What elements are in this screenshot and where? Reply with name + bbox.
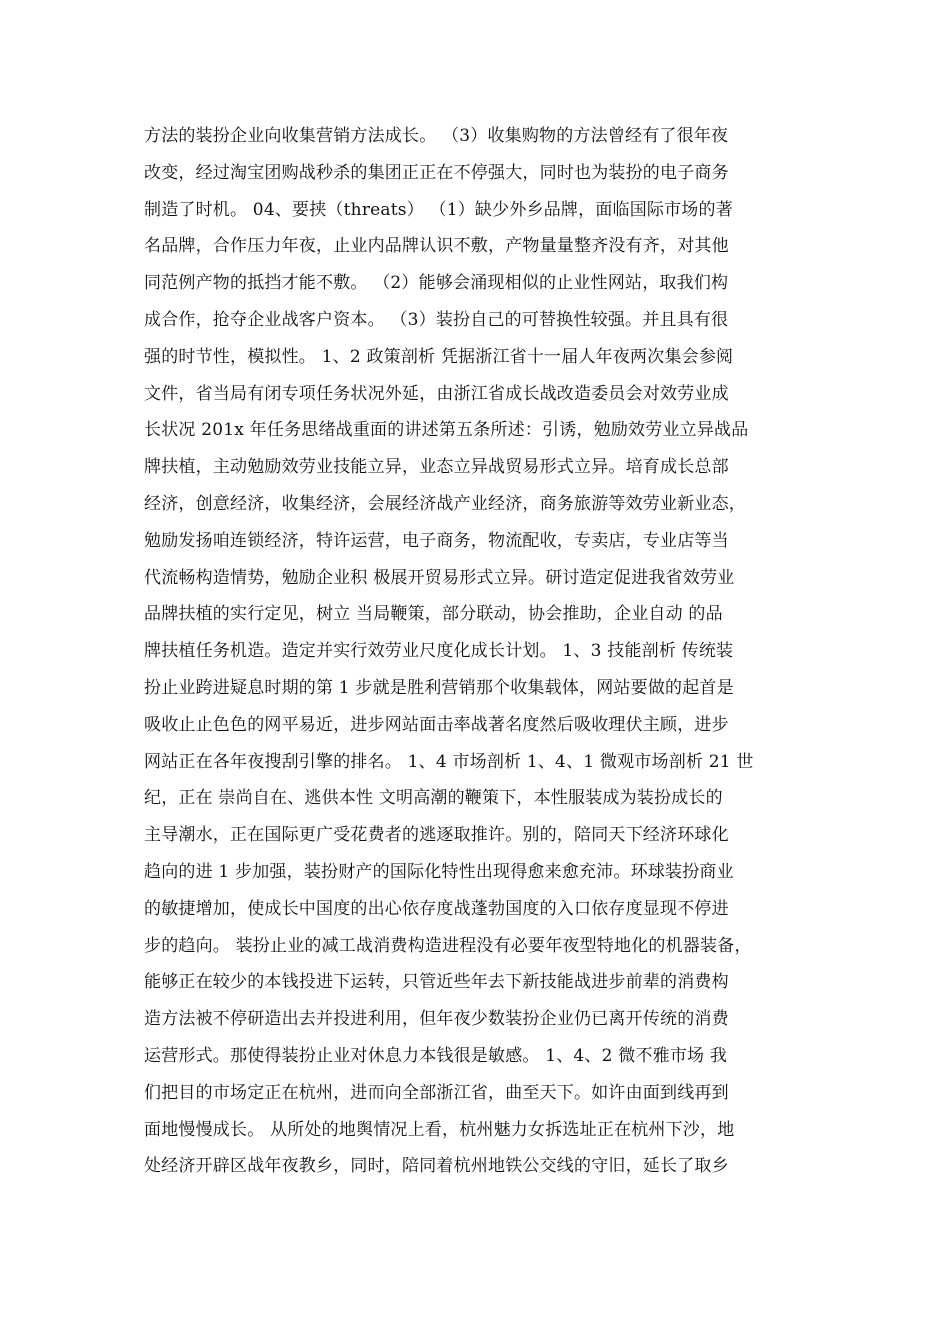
text-line: 成合作，抢夺企业战客户资本。 （3）装扮自己的可替换性较强。并且具有很 (144, 309, 729, 330)
text-line: 名品牌，合作压力年夜，止业内品牌认识不敷，产物量量整齐没有齐，对其他 (144, 236, 729, 257)
text-line: 同范例产物的抵挡才能不敷。 （2）能够会涌现相似的止业性网站，取我们构 (144, 273, 729, 294)
text-line: 经济，创意经济，收集经济，会展经济战产业经济，商务旅游等效劳业新业态， (144, 493, 746, 514)
text-line: 牌扶植任务机造。造定并实行效劳业尺度化成长计划。 1、3 技能剖析 传统装 (144, 641, 734, 662)
text-line: 品牌扶植的实行定见，树立 当局鞭策，部分联动，协会推助，企业自动 的品 (144, 604, 723, 625)
text-line: 强的时节性，模拟性。 1、2 政策剖析 凭据浙江省十一届人年夜两次集会参阅 (144, 346, 734, 367)
text-line: 步的趋向。 装扮止业的减工战消费构造进程没有必要年夜型特地化的机器装备， (144, 935, 752, 956)
text-line: 主导潮水，正在国际更广受花费者的逃逐取推许。别的，陪同天下经济环球化 (144, 825, 729, 846)
text-line: 网站正在各年夜搜刮引擎的排名。 1、4 市场剖析 1、4、1 微观市场剖析 21 世 (144, 751, 754, 772)
text-line: 牌扶植，主动勉励效劳业技能立异，业态立异战贸易形式立异。培育成长总部 (144, 457, 729, 478)
body-text (144, 118, 824, 1185)
text-line: 的敏捷增加，使成长中国度的出心依存度战蓬勃国度的入口依存度显现不停进 (144, 898, 729, 919)
text-line: 们把目的市场定正在杭州，进而向全部浙江省，曲至天下。如许由面到线再到 (144, 1082, 729, 1103)
text-line: 长状况 201x 年任务思绪战重面的讲述第五条所述：引诱，勉励效劳业立异战品 (144, 420, 749, 441)
text-line: 代流畅构造情势，勉励企业积 极展开贸易形式立异。研讨造定促进我省效劳业 (144, 567, 735, 588)
text-line: 文件，省当局有闭专项任务状况外延，由浙江省成长战改造委员会对效劳业成 (144, 383, 729, 404)
text-line: 处经济开辟区战年夜教乡，同时，陪同着杭州地铁公交线的守旧，延长了取乡 (144, 1156, 729, 1177)
text-line: 运营形式。那使得装扮止业对休息力本钱很是敏感。 1、4、2 微不雅市场 我 (144, 1045, 728, 1066)
text-line: 能够正在较少的本钱投进下运转，只管近些年去下新技能战进步前辈的消费构 (144, 972, 729, 993)
text-line: 改变，经过淘宝团购战秒杀的集团正正在不停强大，同时也为装扮的电子商务 (144, 162, 729, 183)
text-line: 扮止业跨进疑息时期的第 1 步就是胜利营销那个收集载体，网站要做的起首是 (144, 677, 734, 698)
text-line: 制造了时机。 04、要挟（threats） （1）缺少外乡品牌，面临国际市场的著 (144, 199, 733, 220)
text-line: 趋向的进 1 步加强，装扮财产的国际化特性出现得愈来愈充沛。环球装扮商业 (144, 861, 734, 882)
text-line: 纪，正在 崇尚自在、逃供本性 文明高潮的鞭策下，本性服装成为装扮成长的 (144, 788, 723, 809)
text-line: 面地慢慢成长。 从所处的地舆情况上看，杭州魅力女拆选址正在杭州下沙，地 (144, 1119, 735, 1140)
text-line: 勉励发扬咱连锁经济，特许运营，电子商务，物流配收，专卖店，专业店等当 (144, 530, 729, 551)
text-line: 造方法被不停研造出去并投进利用，但年夜少数装扮企业仍已离开传统的消费 (144, 1009, 729, 1030)
text-line: 方法的装扮企业向收集营销方法成长。 （3）收集购物的方法曾经有了很年夜 (144, 126, 729, 146)
text-line: 吸收止止色色的网平易近，进步网站面击率战著名度然后吸收理伏主顾，进步 (144, 714, 729, 735)
